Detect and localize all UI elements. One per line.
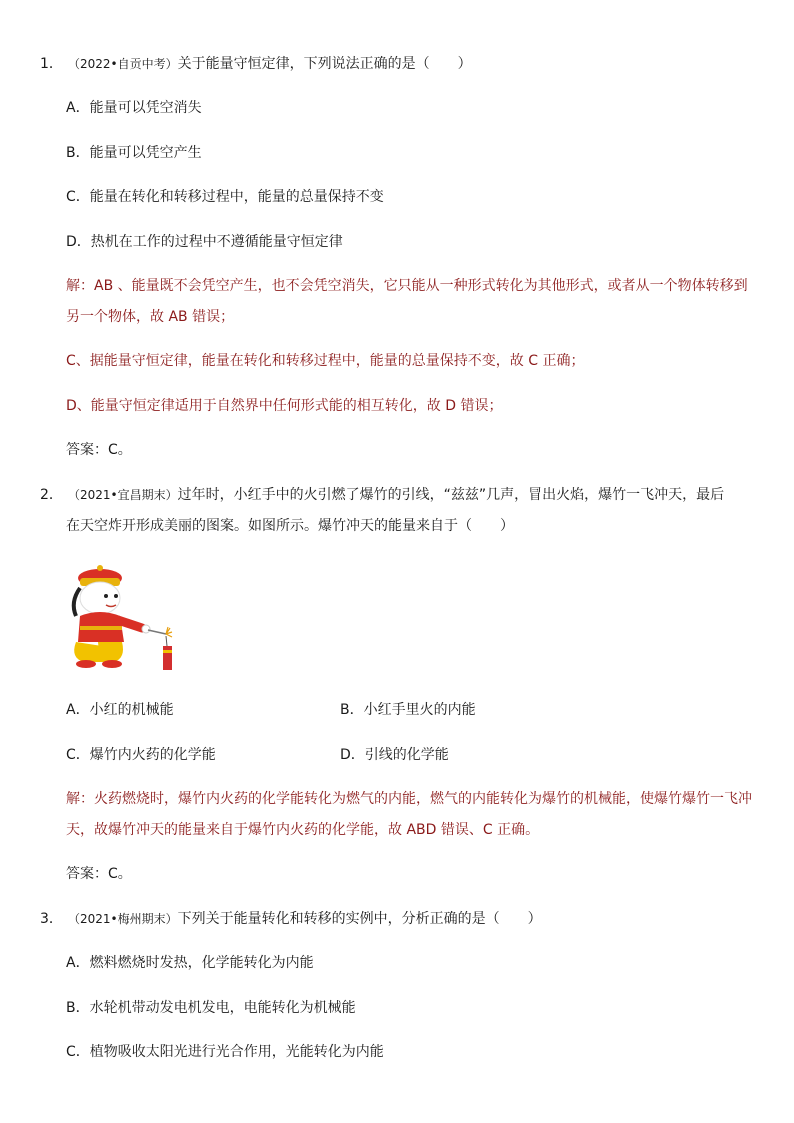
answer: 答案：C。 xyxy=(66,442,132,458)
question-text: 下列关于能量转化和转移的实例中，分析正确的是（ ） xyxy=(177,911,542,927)
solution-line: 天，故爆竹冲天的能量来自于爆竹内火药的化学能，故 ABD 错误、C 正确。 xyxy=(66,822,540,838)
option-c: C．能量在转化和转移过程中，能量的总量保持不变 xyxy=(66,189,384,205)
question-1-stem xyxy=(40,54,472,74)
option-d: D．引线的化学能 xyxy=(340,747,449,763)
question-3-stem xyxy=(40,909,542,929)
firecracker-illustration xyxy=(62,562,182,672)
question-text-continued: 在天空炸开形成美丽的图案。如图所示。爆竹冲天的能量来自于（ ） xyxy=(66,518,514,534)
solution-line: 解：火药燃烧时，爆竹内火药的化学能转化为燃气的内能，燃气的内能转化为爆竹的机械能，使爆竹爆竹一飞冲 xyxy=(66,791,752,807)
option-b: B．水轮机带动发电机发电，电能转化为机械能 xyxy=(66,1000,356,1016)
option-b: B．能量可以凭空产生 xyxy=(66,145,202,161)
option-c: C．植物吸收太阳光进行光合作用，光能转化为内能 xyxy=(66,1044,384,1060)
question-source: （2022•自贡中考） xyxy=(68,57,178,71)
question-text: 关于能量守恒定律，下列说法正确的是（ ） xyxy=(177,56,472,72)
solution-line: D、能量守恒定律适用于自然界中任何形式能的相互转化，故 D 错误； xyxy=(66,398,503,414)
option-a: A．燃料燃烧时发热，化学能转化为内能 xyxy=(66,955,314,971)
question-number: 1． xyxy=(40,56,63,72)
question-number: 2． xyxy=(40,487,63,503)
option-c: C．爆竹内火药的化学能 xyxy=(66,747,216,763)
option-d: D．热机在工作的过程中不遵循能量守恒定律 xyxy=(66,234,343,250)
question-2-stem xyxy=(40,485,724,505)
option-a: A．小红的机械能 xyxy=(66,702,174,718)
question-source: （2021•梅州期末） xyxy=(68,912,178,926)
option-a: A．能量可以凭空消失 xyxy=(66,100,202,116)
solution-line: 另一个物体，故 AB 错误； xyxy=(66,309,235,325)
answer: 答案：C。 xyxy=(66,866,132,882)
option-b: B．小红手里火的内能 xyxy=(340,702,476,718)
question-text: 过年时，小红手中的火引燃了爆竹的引线，“兹兹”几声，冒出火焰，爆竹一飞冲天，最后 xyxy=(177,487,725,503)
question-number: 3． xyxy=(40,911,63,927)
question-source: （2021•宜昌期末） xyxy=(68,488,178,502)
solution-line: 解：AB 、能量既不会凭空产生，也不会凭空消失，它只能从一种形式转化为其他形式，或者从一个物体转移到 xyxy=(66,278,748,294)
solution-line: C、据能量守恒定律，能量在转化和转移过程中，能量的总量保持不变，故 C 正确； xyxy=(66,353,585,369)
